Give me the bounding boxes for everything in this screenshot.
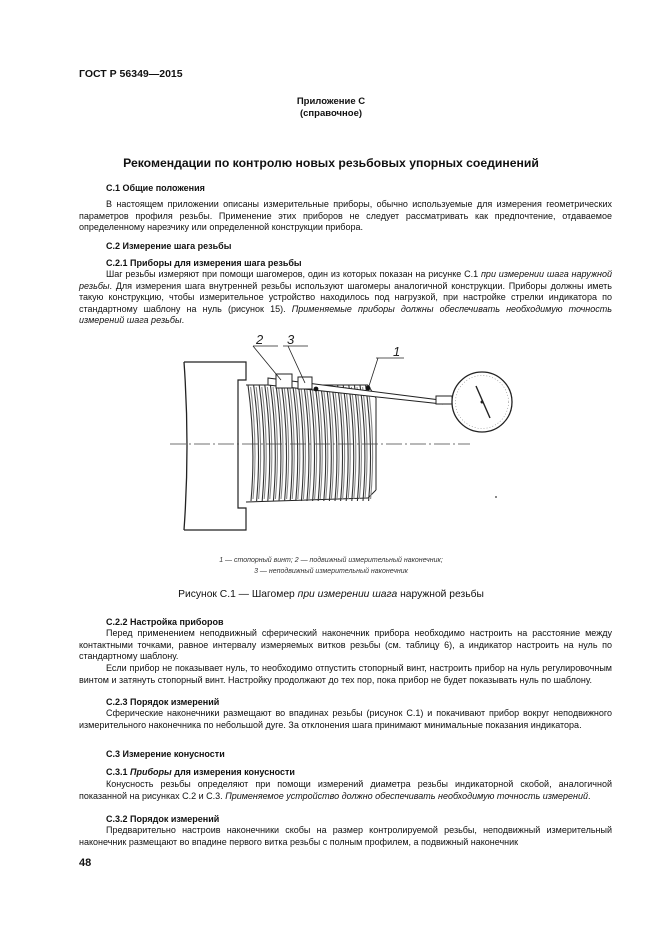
doc-title: Рекомендации по контролю новых резьбовых упорных соединений <box>123 156 539 170</box>
section-c32-heading: С.3.2 Порядок измерений <box>106 814 220 824</box>
pipe-break-line <box>184 362 187 530</box>
indicator-stem <box>436 396 452 404</box>
section-c23-text: Сферические наконечники размещают во впадинах резьбы (рисунок С.1) и покачивают прибор вокруг неподвижного измерительного наконечника по небольшой дуге. За отклонения шага принимают минимальные показания индикатора. <box>79 708 612 730</box>
figure-pitch-gauge <box>150 330 520 545</box>
lock-screw <box>366 386 371 391</box>
section-c22-text-1: Перед применением неподвижный сферический наконечник прибора необходимо настроить на расстояние между контактными точками, равное интервалу измеряемых витков резьбы (см. таблицу 6), а индикатор настроить на нуль по стандартному шаблону. <box>79 628 612 661</box>
section-c2-heading: С.2 Измерение шага резьбы <box>106 241 232 251</box>
figure-legend <box>0 555 662 577</box>
dot-mark <box>495 496 497 498</box>
leader-2 <box>253 346 281 380</box>
label-1: 1 <box>393 344 401 359</box>
section-c32-text: Предварительно настроив наконечники скобы на размер контролируемой резьбы, неподвижный измерительный наконечник размещают во впадине первого витка резьбы с полным профилем, а подвижный наконечник <box>79 825 612 847</box>
label-3: 3 <box>287 332 295 347</box>
leader-1 <box>369 358 378 386</box>
appendix-note: (справочное) <box>299 108 363 119</box>
document-header: ГОСТ Р 56349—2015 <box>79 68 183 80</box>
movable-tip <box>276 374 292 388</box>
section-c21-text: Шаг резьбы измеряют при помощи шагомеров, один из которых показан на рисунке С.1 при измерении шага наружной резьбы. Для измерения шага внутренней резьбы используют шагомеры аналогичной конструкции. Приборы должны иметь такую конструкцию, чтобы измерительное устройство находилось под нагрузкой, при настройке стрелки индикатора по стандартному шаблону на нуль (рисунок 15). Применяемые приборы должны обеспечивать необходимую точность измерений шага резьбы. <box>79 269 612 325</box>
section-c22-heading: С.2.2 Настройка приборов <box>106 617 224 627</box>
section-c31-heading: С.3.1 Приборы для измерения конусности <box>106 767 295 777</box>
pipe-body <box>184 362 246 530</box>
legend-line-2: 3 — неподвижный измерительный наконечник <box>254 568 408 575</box>
appendix-heading <box>0 96 662 120</box>
section-c3-heading: С.3 Измерение конусности <box>106 749 225 759</box>
legend-line-1: 1 — стопорный винт; 2 — подвижный измерительный наконечник; <box>219 557 443 564</box>
page-number: 48 <box>79 857 92 869</box>
section-c23-heading: С.2.3 Порядок измерений <box>106 697 220 707</box>
appendix-title: Приложение С <box>296 96 366 107</box>
label-2: 2 <box>256 332 264 347</box>
tip-contact-point <box>314 387 319 392</box>
section-c21-heading: С.2.1 Приборы для измерения шага резьбы <box>106 258 302 268</box>
section-c22-text-2: Если прибор не показывает нуль, то необходимо отпустить стопорный винт, настроить прибор на нуль регулировочным винтом и затянуть стопорный винт. Настройку продолжают до тех пор, пока прибор не будет показывать нуль по шаблону. <box>79 663 612 685</box>
section-c1-text: В настоящем приложении описаны измерительные приборы, обычно используемые для измерения геометрических параметров профиля резьбы. Применение этих приборов не следует рассматривать как предпочтение, отдаваемое определенному нарезчику или определенной конструкции прибора. <box>79 199 612 232</box>
section-c1-heading: С.1 Общие положения <box>106 183 205 193</box>
dial-center <box>481 401 484 404</box>
section-c31-text: Конусность резьбы определяют при помощи измерений диаметра резьбы индикаторной скобой, аналогичной показанной на рисунках С.2 и С.3. Применяемое устройство должно обеспечивать необходимую точность измерений. <box>79 779 612 801</box>
thread-turns <box>248 385 373 501</box>
figure-caption: Рисунок С.1 — Шагомер при измерении шага наружной резьбы <box>178 589 484 600</box>
